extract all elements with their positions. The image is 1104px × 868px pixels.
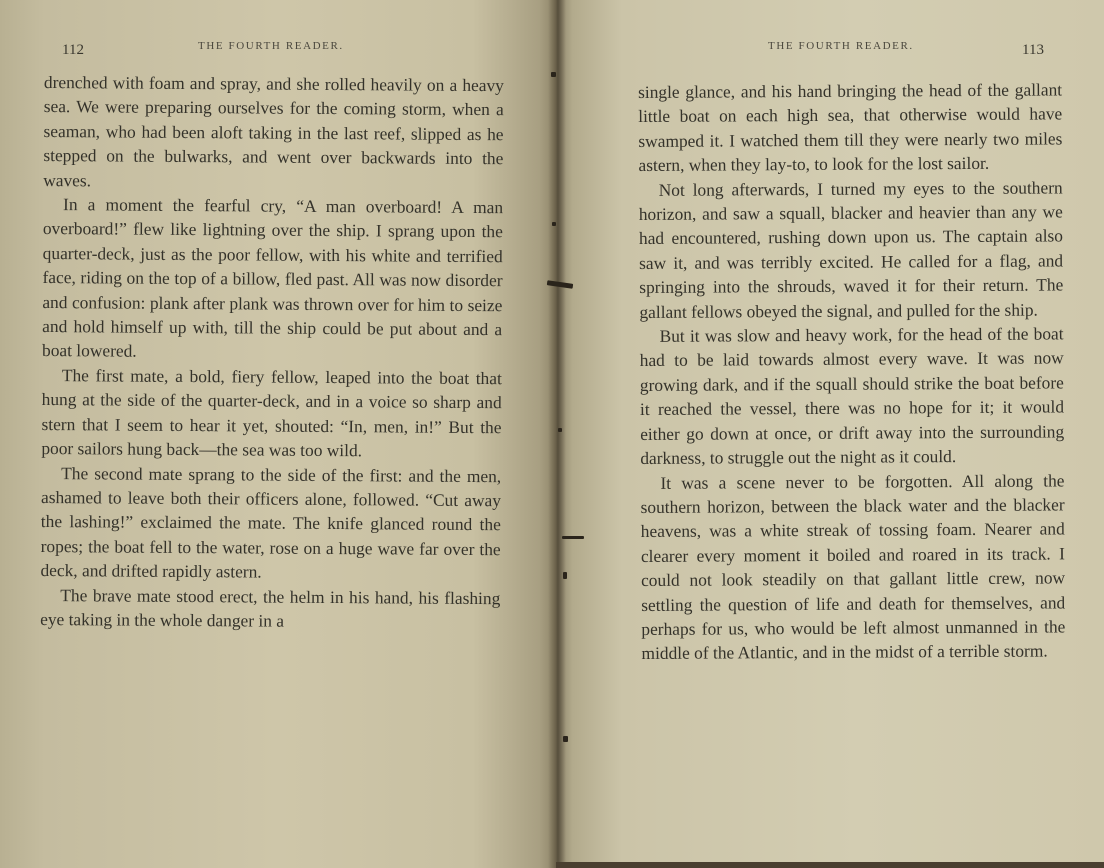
right-page <box>556 0 1104 868</box>
right-page-text <box>638 77 1066 665</box>
paragraph: single glance, and his hand bringing the head of the gallant little boat on each high sea, that otherwise would have swamped it. I watched them till they were nearly two miles astern, when they lay-to, to look for the lost sailor. <box>638 79 1063 176</box>
left-running-head: THE FOURTH READER. <box>198 40 344 52</box>
binding-thread-mark <box>552 222 556 226</box>
binding-thread-mark <box>562 536 584 539</box>
paragraph: Not long afterwards, I turned my eyes to the southern horizon, and saw a squall, blacker and heavier than any we had encountered, rushing down upon us. The captain also saw it, and was terribly excited. He called for a flag, and springing into the shrouds, waved it for their return. The gallant fellows obeyed the signal, and pulled for the ship. <box>638 177 1064 322</box>
left-page-number: 112 <box>62 42 84 58</box>
right-running-head: THE FOURTH READER. <box>768 40 914 52</box>
binding-thread-mark <box>558 428 562 432</box>
left-page-text <box>40 70 504 635</box>
binding-thread-mark <box>563 572 567 579</box>
page-edge-shadow <box>556 862 1104 868</box>
paragraph: The brave mate stood erect, the helm in his hand, his flashing eye taking in the whole danger in a <box>40 584 501 631</box>
binding-thread-mark <box>563 736 568 742</box>
right-page-number: 113 <box>1022 42 1044 58</box>
paragraph: But it was slow and heavy work, for the head of the boat had to be laid towards almost every wave. It was now growing dark, and if the squall should strike the boat before it reached the vessel, there was no hope for it; it would either go down at once, or drift away into the surrounding darkness, to struggle out the night as it could. <box>639 323 1065 469</box>
paragraph: In a moment the fearful cry, “A man overboard! A man overboard!” flew like lightning over the ship. I sprang upon the quarter-deck, just as the poor fellow, with his white and terrified face, riding on the top of a billow, fled past. All was now disorder and confusion: plank after plank was thrown over for him to seize and hold himself up with, till the ship could be put about and a boat lowered. <box>41 194 504 362</box>
paragraph: The second mate sprang to the side of the first: and the men, ashamed to leave both their officers alone, followed. “Cut away the lashing!” exclaimed the mate. The knife glanced round the ropes; the boat fell to the water, rose on a huge wave far over the deck, and drifted rapidly astern. <box>40 462 502 582</box>
binding-thread-mark <box>551 72 556 77</box>
paragraph: It was a scene never to be forgotten. All along the southern horizon, between the black water and the blacker heavens, was a white streak of tossing foam. Nearer and clearer every moment it boiled and roared in its track. I could not look steadily on that gallant little crew, now settling the question of life and death for themselves, and perhaps for us, who would be left almost unmanned in the middle of the Atlantic, and in the midst of a terrible storm. <box>640 469 1066 664</box>
paragraph: drenched with foam and spray, and she rolled heavily on a heavy sea. We were preparing ourselves for the coming storm, when a seaman, who had been aloft taking in the last reef, slipped as he stepped on the bulwarks, and went over backwards into the waves. <box>43 71 504 190</box>
paragraph: The first mate, a bold, fiery fellow, leaped into the boat that hung at the side of the quarter-deck, and in a voice so sharp and stern that I seem to hear it yet, shouted: “In, men, in!” But the poor sailors hung back—the sea was too wild. <box>41 365 502 461</box>
